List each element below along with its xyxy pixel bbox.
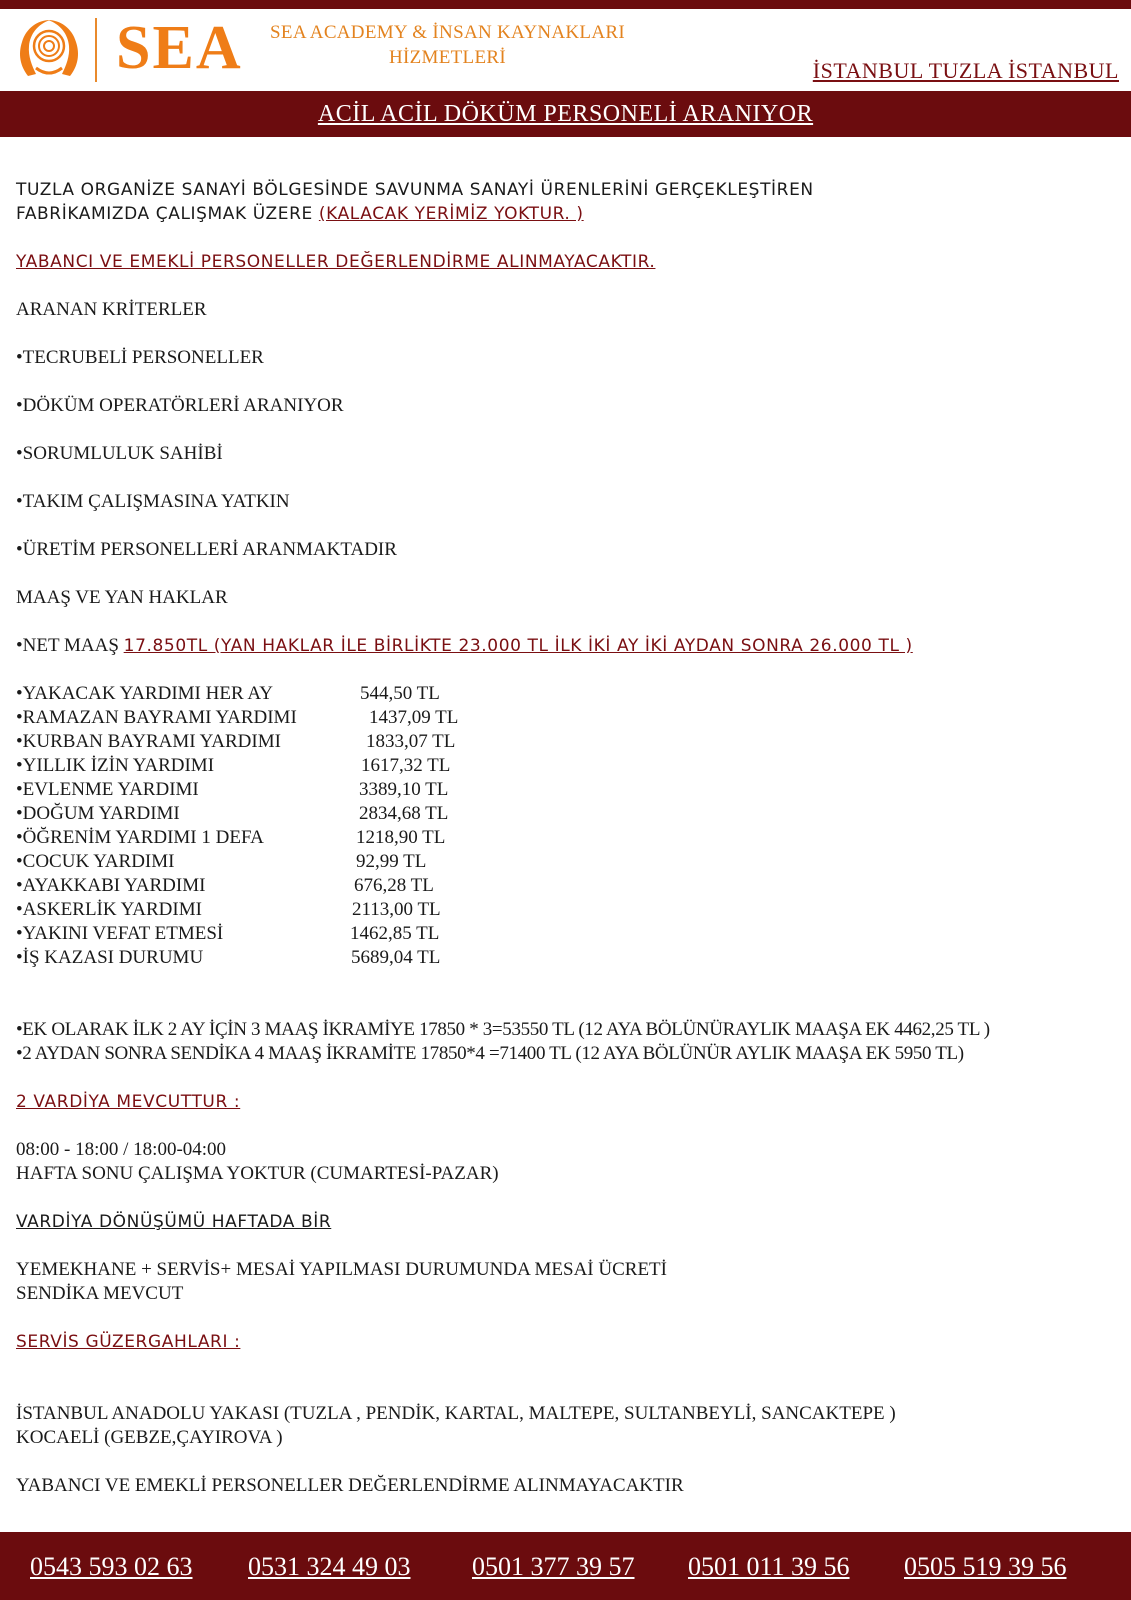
- benefit-label: •ASKERLİK YARDIMI: [16, 899, 202, 920]
- benefit-row: [16, 874, 1126, 898]
- intro-line-2-text: FABRİKAMIZDA ÇALIŞMAK ÜZERE: [16, 204, 319, 224]
- benefit-value: 1833,07 TL: [366, 731, 456, 752]
- criteria-item: •TAKIM ÇALIŞMASINA YATKIN: [16, 491, 290, 512]
- shifts-heading: 2 VARDİYA MEVCUTTUR :: [16, 1092, 241, 1112]
- benefit-label: •DOĞUM YARDIMI: [16, 803, 180, 824]
- location-label: İSTANBUL TUZLA İSTANBUL: [812, 58, 1119, 83]
- benefit-value: 5689,04 TL: [351, 947, 441, 968]
- bonus-line-2: •2 AYDAN SONRA SENDİKA 4 MAAŞ İKRAMİTE 17850*4 =71400 TL (12 AYA BÖLÜNÜR AYLIK MAAŞA EK 5950 TL): [16, 1043, 964, 1064]
- criteria-item: •TECRUBELİ PERSONELLER: [16, 347, 264, 368]
- phone-number-link[interactable]: 0505 519 39 56: [904, 1552, 1067, 1581]
- benefit-label: •COCUK YARDIMI: [16, 851, 175, 872]
- benefit-row: [16, 898, 1126, 922]
- benefit-row: [16, 706, 1126, 730]
- benefit-row: [16, 778, 1126, 802]
- top-border: [0, 0, 1131, 9]
- benefit-label: •KURBAN BAYRAMI YARDIMI: [16, 731, 281, 752]
- job-posting-body: [16, 178, 1126, 1498]
- company-name: [255, 20, 640, 70]
- extras-line-1: YEMEKHANE + SERVİS+ MESAİ YAPILMASI DURUMUNDA MESAİ ÜCRETİ: [16, 1259, 667, 1280]
- route-line-1: İSTANBUL ANADOLU YAKASI (TUZLA , PENDİK, KARTAL, MALTEPE, SULTANBEYLİ, SANCAKTEPE ): [16, 1403, 896, 1424]
- benefit-label: •EVLENME YARDIMI: [16, 779, 199, 800]
- benefit-value: 676,28 TL: [354, 875, 434, 896]
- benefit-row: [16, 802, 1126, 826]
- intro-line-1: TUZLA ORGANİZE SANAYİ BÖLGESİNDE SAVUNMA SANAYİ ÜRENLERİNİ GERÇEKLEŞTİREN: [16, 180, 814, 200]
- closing-warning: YABANCI VE EMEKLİ PERSONELLER DEĞERLENDİRME ALINMAYACAKTIR: [16, 1475, 684, 1496]
- company-name-line1: SEA ACADEMY & İNSAN KAYNAKLARI: [270, 22, 625, 43]
- benefit-value: 2834,68 TL: [359, 803, 449, 824]
- benefit-value: 1218,90 TL: [356, 827, 446, 848]
- criteria-item: •SORUMLULUK SAHİBİ: [16, 443, 223, 464]
- criteria-item: •DÖKÜM OPERATÖRLERİ ARANIYOR: [16, 395, 344, 416]
- benefit-row: [16, 850, 1126, 874]
- benefit-value: 544,50 TL: [360, 683, 440, 704]
- extras-line-2: SENDİKA MEVCUT: [16, 1283, 184, 1304]
- weekend-note: HAFTA SONU ÇALIŞMA YOKTUR (CUMARTESİ-PAZAR): [16, 1163, 499, 1184]
- benefit-value: 3389,10 TL: [359, 779, 449, 800]
- foreign-retired-warning: YABANCI VE EMEKLİ PERSONELLER DEĞERLENDİRME ALINMAYACAKTIR.: [16, 252, 656, 272]
- benefit-label: •İŞ KAZASI DURUMU: [16, 947, 204, 968]
- contact-footer: [0, 1532, 1131, 1600]
- benefit-value: 2113,00 TL: [352, 899, 441, 920]
- route-line-2: KOCAELİ (GEBZE,ÇAYIROVA ): [16, 1427, 283, 1448]
- benefit-value: 1437,09 TL: [369, 707, 459, 728]
- benefit-label: •YILLIK İZİN YARDIMI: [16, 755, 215, 776]
- net-salary-label: •NET MAAŞ: [16, 635, 124, 656]
- phone-number-link[interactable]: 0501 377 39 57: [472, 1552, 635, 1581]
- phone-number-link[interactable]: 0543 593 02 63: [30, 1552, 193, 1581]
- sea-logo-icon: [14, 16, 84, 82]
- benefit-value: 1617,32 TL: [361, 755, 451, 776]
- net-salary: [16, 634, 1126, 658]
- shift-hours: 08:00 - 18:00 / 18:00-04:00: [16, 1139, 227, 1160]
- shift-rotation: VARDİYA DÖNÜŞÜMÜ HAFTADA BİR: [16, 1212, 332, 1232]
- benefit-row: [16, 754, 1126, 778]
- phone-number-link[interactable]: 0501 011 39 56: [688, 1552, 850, 1581]
- routes-heading: SERVİS GÜZERGAHLARI :: [16, 1332, 241, 1352]
- intro-line-2: [16, 202, 1126, 226]
- benefit-value: 92,99 TL: [356, 851, 427, 872]
- bonus-line-1: •EK OLARAK İLK 2 AY İÇİN 3 MAAŞ İKRAMİYE 17850 * 3=53550 TL (12 AYA BÖLÜNÜRAYLIK MAAŞA EK 4462,25 TL ): [16, 1019, 990, 1040]
- net-salary-value: 17.850TL (YAN HAKLAR İLE BİRLİKTE 23.000 TL İLK İKİ AY İKİ AYDAN SONRA 26.000 TL ): [123, 636, 913, 656]
- logo-text: SEA: [116, 14, 243, 82]
- salary-heading: MAAŞ VE YAN HAKLAR: [16, 587, 228, 608]
- criteria-heading: ARANAN KRİTERLER: [16, 299, 207, 320]
- benefit-label: •ÖĞRENİM YARDIMI 1 DEFA: [16, 827, 264, 848]
- title-banner: [0, 91, 1131, 137]
- no-accommodation-note: (KALACAK YERİMİZ YOKTUR. ): [318, 204, 584, 224]
- benefit-row: [16, 922, 1126, 946]
- benefit-label: •YAKINI VEFAT ETMESİ: [16, 923, 224, 944]
- benefit-label: •AYAKKABI YARDIMI: [16, 875, 206, 896]
- benefit-value: 1462,85 TL: [350, 923, 440, 944]
- benefit-label: •RAMAZAN BAYRAMI YARDIMI: [16, 707, 297, 728]
- phone-number-link[interactable]: 0531 324 49 03: [248, 1552, 411, 1581]
- benefit-label: •YAKACAK YARDIMI HER AY: [16, 683, 274, 704]
- company-name-line2: HİZMETLERİ: [389, 47, 506, 68]
- benefit-row: [16, 826, 1126, 850]
- benefit-row: [16, 730, 1126, 754]
- page-title: ACİL ACİL DÖKÜM PERSONELİ ARANIYOR: [317, 100, 814, 127]
- logo-divider: [95, 18, 97, 82]
- benefit-row: [16, 946, 1126, 970]
- benefit-row: [16, 682, 1126, 706]
- criteria-item: •ÜRETİM PERSONELLERİ ARANMAKTADIR: [16, 539, 397, 560]
